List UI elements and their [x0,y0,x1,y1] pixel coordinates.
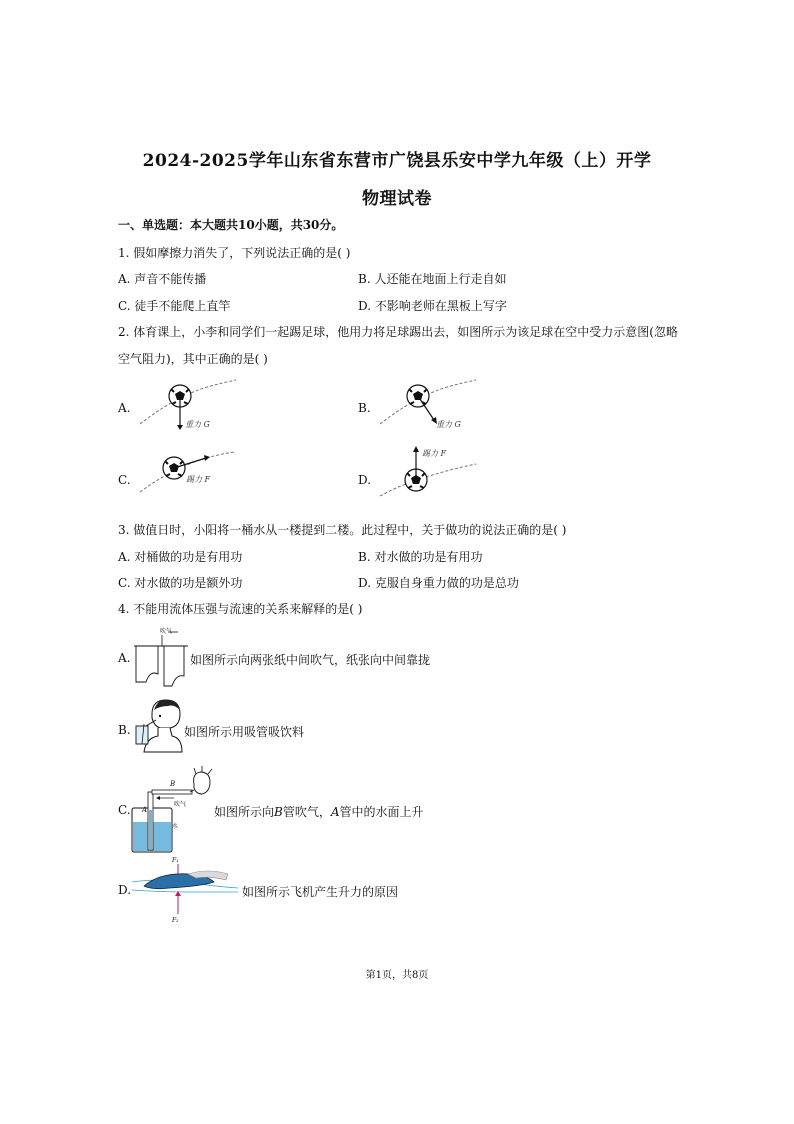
person-blowing-icon [190,766,212,794]
gravity-label: 重力 G [185,420,210,429]
q1-option-a: A. 声音不能传播 [118,272,207,286]
blow-label: 吹气 [160,628,173,635]
person-drinking-icon [144,700,182,752]
q2-option-b: B. [358,401,371,415]
q1-option-d: D. 不影响老师在黑板上写字 [358,299,507,313]
q1-stem: 1. 假如摩擦力消失了，下列说法正确的是( ) [118,246,351,260]
exam-title-line2: 物理试卷 [362,189,432,209]
airflow-bottom [132,890,238,892]
q3-option-d: D. 克服自身重力做的功是总功 [358,576,519,590]
q4-option-c-text-part2: 管吹气， [282,805,331,819]
q2-figure-c [138,446,238,498]
q4-option-c-tube-b: B [274,805,283,819]
kick-force-label: 踢力 F [186,475,211,484]
q3-option-a: A. 对桶做的功是有用功 [118,550,243,564]
q4-figure-c-tube-experiment [130,766,214,854]
q2-option-a: A. [118,401,131,415]
force-f2-label: F₂ [172,917,179,924]
q3-option-b: B. 对水做的功是有用功 [358,550,483,564]
q2-stem-line2: 空气阻力)，其中正确的是( ) [118,352,268,366]
q4-option-c-text-part3: 管中的水面上升 [339,805,424,819]
q4-option-c: C. [118,803,131,817]
q4-figure-b-straw-drink [132,696,184,754]
q4-figure-a-two-papers [132,624,190,688]
exam-title-line1: 2024-2025学年山东省东营市广饶县乐安中学九年级（上）开学 [142,151,652,171]
paper-sheet-left [136,646,158,682]
q2-figure-a [138,372,238,434]
q1-option-b: B. 人还能在地面上行走自如 [358,272,507,286]
q3-option-c: C. 对水做的功是额外功 [118,576,243,590]
gravity-label: 重力 G [436,420,461,429]
force-f1-label: F₁ [172,857,179,864]
q4-option-a: A. [118,651,131,665]
q2-stem-line1: 2. 体育课上，小李和同学们一起踢足球，他用力将足球踢出去，如图所示为该足球在空中受力示意图(忽略 [118,325,678,339]
paper-sheet-right [164,646,184,686]
q1-option-c: C. 徒手不能爬上直竿 [118,299,231,313]
tube-b [152,790,192,794]
section-heading: 一、单选题：本大题共10小题，共30分。 [118,218,344,232]
q4-stem: 4. 不能用流体压强与流速的关系来解释的是( ) [118,602,363,616]
page-footer: 第1页，共8页 [365,970,429,981]
trajectory-curve [140,452,234,492]
blow-label: 吹气 [174,801,187,808]
water-label: 水 [172,823,179,830]
q4-option-c-tube-a: A [330,805,340,819]
q2-figure-d [378,444,478,500]
kick-force-label: 踢力 F [422,449,447,458]
q4-figure-d-airplane-wing [130,852,242,924]
trajectory-curve [380,464,476,496]
q2-figure-b [378,372,478,434]
q2-option-c: C. [118,473,131,487]
trajectory-curve [380,380,476,424]
tube-b-label: B [170,780,176,788]
q4-option-b-text: 如图所示用吸管吸饮料 [184,725,305,739]
q4-option-d-text: 如图所示飞机产生升力的原因 [242,885,399,899]
q4-option-c-text [214,803,424,820]
q2-option-d: D. [358,473,372,487]
q4-option-b: B. [118,723,131,737]
q4-option-c-text-part1: 如图所示向 [214,805,275,819]
q4-option-d: D. [118,883,132,897]
q4-option-a-text: 如图所示向两张纸中间吹气，纸张向中间靠拢 [190,653,431,667]
q3-stem: 3. 做值日时，小阳将一桶水从一楼提到二楼。此过程中，关于做功的说法正确的是( ) [118,523,567,537]
tube-a-label: A [142,806,148,814]
